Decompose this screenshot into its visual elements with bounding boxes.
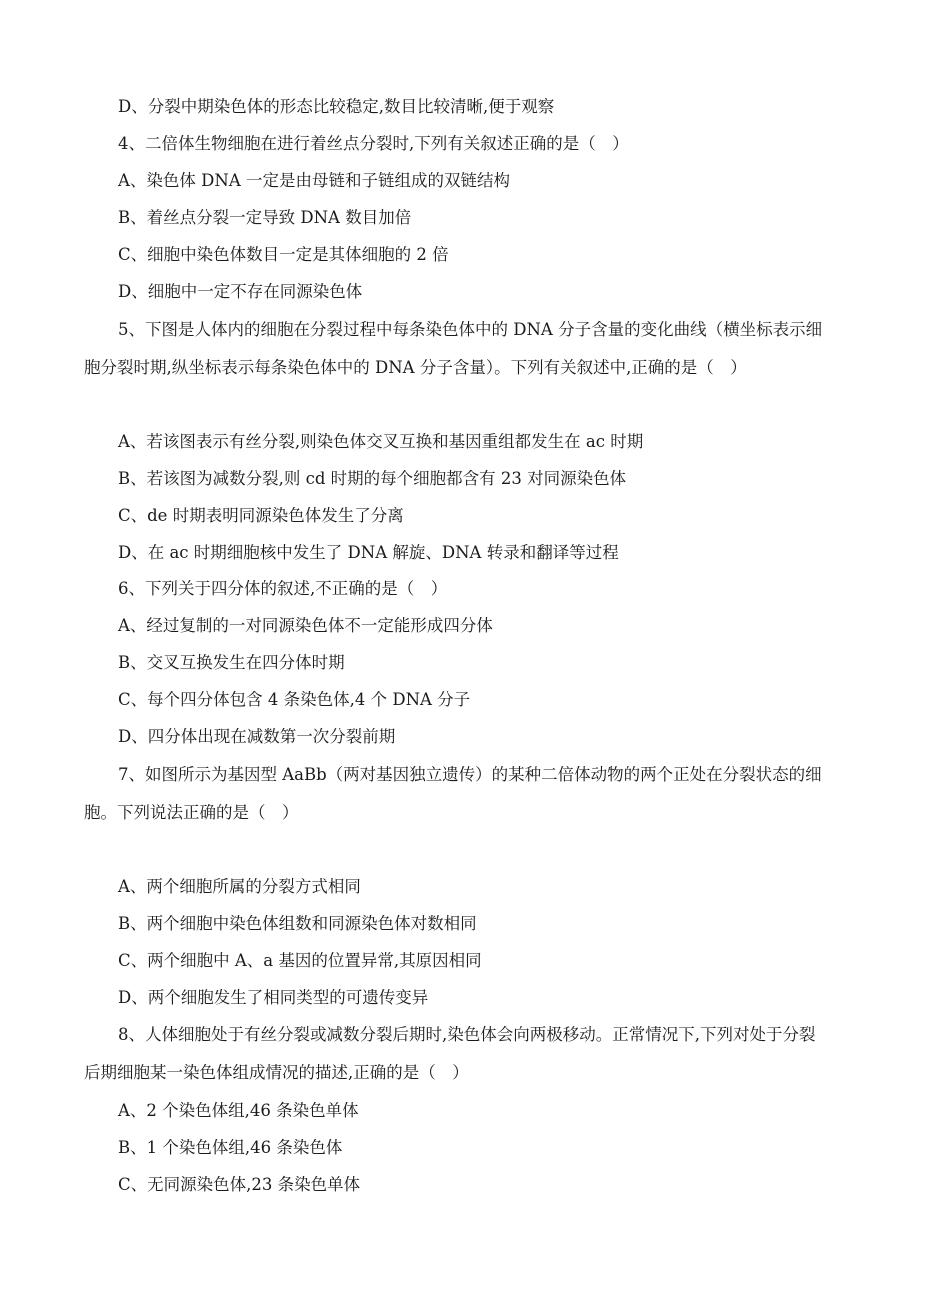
- q7-stem: 7、如图所示为基因型 AaBb（两对基因独立遗传）的某种二倍体动物的两个正处在分裂状态的细: [118, 765, 822, 784]
- q5-stem: 5、下图是人体内的细胞在分裂过程中每条染色体中的 DNA 分子含量的变化曲线（横坐标表示细: [118, 320, 823, 339]
- q4-option-b: B、着丝点分裂一定导致 DNA 数目加倍: [118, 208, 412, 227]
- q8-option-a: A、2 个染色体组,46 条染色单体: [118, 1101, 359, 1120]
- q5-stem-continued: 胞分裂时期,纵坐标表示每条染色体中的 DNA 分子含量）。下列有关叙述中,正确的是（ ）: [84, 358, 747, 377]
- q5-option-c: C、de 时期表明同源染色体发生了分离: [118, 506, 404, 525]
- q5-option-d: D、在 ac 时期细胞核中发生了 DNA 解旋、DNA 转录和翻译等过程: [118, 543, 619, 562]
- q6-option-b: B、交叉互换发生在四分体时期: [118, 653, 345, 672]
- q7-option-a: A、两个细胞所属的分裂方式相同: [118, 877, 361, 896]
- q7-option-b: B、两个细胞中染色体组数和同源染色体对数相同: [118, 914, 477, 933]
- q4-option-a: A、染色体 DNA 一定是由母链和子链组成的双链结构: [118, 171, 510, 190]
- q7-stem-continued: 胞。下列说法正确的是（ ）: [84, 803, 299, 822]
- q4-option-d: D、细胞中一定不存在同源染色体: [118, 282, 363, 301]
- q5-option-a: A、若该图表示有丝分裂,则染色体交叉互换和基因重组都发生在 ac 时期: [118, 432, 644, 451]
- q8-option-c: C、无同源染色体,23 条染色单体: [118, 1175, 361, 1194]
- q8-stem-continued: 后期细胞某一染色体组成情况的描述,正确的是（ ）: [84, 1063, 469, 1082]
- q4-stem: 4、二倍体生物细胞在进行着丝点分裂时,下列有关叙述正确的是（ ）: [118, 134, 629, 153]
- q5-option-b: B、若该图为减数分裂,则 cd 时期的每个细胞都含有 23 对同源染色体: [118, 469, 627, 488]
- q7-option-c: C、两个细胞中 A、a 基因的位置异常,其原因相同: [118, 951, 482, 970]
- q3-option-d: D、分裂中期染色体的形态比较稳定,数目比较清晰,便于观察: [118, 97, 555, 116]
- q6-option-c: C、每个四分体包含 4 条染色体,4 个 DNA 分子: [118, 690, 471, 709]
- q6-option-a: A、经过复制的一对同源染色体不一定能形成四分体: [118, 616, 493, 635]
- q4-option-c: C、细胞中染色体数目一定是其体细胞的 2 倍: [118, 245, 449, 264]
- q7-option-d: D、两个细胞发生了相同类型的可遗传变异: [118, 988, 429, 1007]
- q6-stem: 6、下列关于四分体的叙述,不正确的是（ ）: [118, 579, 448, 598]
- q8-option-b: B、1 个染色体组,46 条染色体: [118, 1138, 343, 1157]
- q6-option-d: D、四分体出现在减数第一次分裂前期: [118, 727, 396, 746]
- q8-stem: 8、人体细胞处于有丝分裂或减数分裂后期时,染色体会向两极移动。正常情况下,下列对处于分裂: [118, 1025, 816, 1044]
